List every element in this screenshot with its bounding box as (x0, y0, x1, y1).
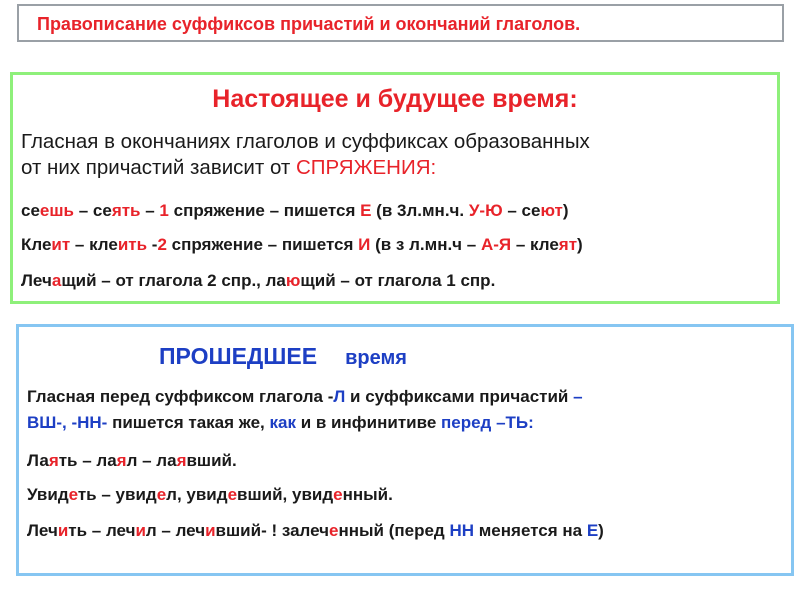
past-tense-box (16, 324, 794, 576)
ending: ять (111, 201, 141, 220)
seg: ) (577, 235, 583, 254)
vowel: е (227, 485, 238, 504)
past-rule-line-1 (27, 387, 583, 407)
rule-line-2 (21, 235, 583, 255)
vowel: я (48, 451, 59, 470)
present-heading: Настоящее и будущее время: (212, 85, 578, 113)
seg: ть – леч (68, 521, 136, 540)
ending: ить (117, 235, 148, 254)
seg: Леч (21, 271, 52, 290)
intro-text: от них причастий зависит от (21, 156, 296, 179)
dash: – (573, 387, 583, 406)
seg: л – леч (145, 521, 206, 540)
seg: л – ла (126, 451, 177, 470)
vowel: и (205, 521, 216, 540)
vowel-pair: У-Ю (468, 201, 503, 220)
seg: ) (598, 521, 604, 540)
seg: Увид (27, 485, 69, 504)
seg: спряжение – пишется (166, 235, 359, 254)
seg: вший. (186, 451, 237, 470)
seg: Ла (27, 451, 49, 470)
ending: ют (540, 201, 563, 220)
seg: (в з л.мн.ч – (370, 235, 481, 254)
vowel-letter: И (358, 235, 371, 254)
past-heading (159, 343, 407, 370)
seg: щий – от глагола 2 спр., ла (61, 271, 286, 290)
vowel-letter: Е (360, 201, 372, 220)
conjugation-term: СПРЯЖЕНИЯ: (296, 156, 437, 179)
present-tense-box (10, 72, 780, 304)
seg: – (140, 201, 160, 220)
seg: меняется на (474, 521, 587, 540)
emphasis-word: как (269, 413, 296, 432)
vowel: я (176, 451, 187, 470)
rule-line-1 (21, 201, 569, 221)
vowel: и (135, 521, 146, 540)
seg: - (147, 235, 158, 254)
nn-suffix: НН (449, 521, 474, 540)
intro-line-2 (21, 155, 590, 181)
seg: и суффиксами причастий (345, 387, 574, 406)
seg: Кле (21, 235, 52, 254)
vowel: е (329, 521, 339, 540)
ending: ят (558, 235, 578, 254)
suffixes: ВШ-, -НН- (27, 413, 108, 432)
seg: ть – ла (58, 451, 117, 470)
seg: Гласная перед суффиксом глагола - (27, 387, 334, 406)
past-rule-line-2 (27, 413, 534, 433)
seg: ть – увид (77, 485, 157, 504)
before-ty: перед –ТЬ: (441, 413, 534, 432)
page-title: Правописание суффиксов причастий и окончаний глаголов. (37, 14, 581, 34)
conjugation-number: 2 (157, 235, 167, 254)
seg: – кле (70, 235, 118, 254)
present-intro (21, 129, 590, 181)
past-example-3 (27, 521, 604, 541)
vowel-pair: А-Я (480, 235, 512, 254)
seg: пишется такая же, (107, 413, 270, 432)
seg: ) (562, 201, 569, 220)
past-heading-sub: время (345, 347, 407, 369)
seg: Леч (27, 521, 58, 540)
vowel: е (156, 485, 167, 504)
vowel: я (116, 451, 127, 470)
ending: ешь (39, 201, 74, 220)
seg: се (21, 201, 40, 220)
seg: (в 3л.мн.ч. (371, 201, 469, 220)
past-heading-main: ПРОШЕДШЕЕ (159, 343, 318, 369)
intro-line-1: Гласная в окончаниях глаголов и суффиксах образованных (21, 130, 590, 153)
seg: вший, увид (237, 485, 334, 504)
seg: – се (502, 201, 541, 220)
suffix-vowel: а (51, 271, 62, 290)
seg: и в инфинитиве (295, 413, 441, 432)
seg: вший- ! залеч (215, 521, 329, 540)
seg: – се (74, 201, 112, 220)
seg: – кле (511, 235, 559, 254)
seg: нный. (342, 485, 393, 504)
suffix-vowel: ю (285, 271, 301, 290)
past-example-1 (27, 451, 237, 471)
seg: щий – от глагола 1 спр. (300, 271, 496, 290)
seg: спряжение – пишется (168, 201, 361, 220)
conjugation-number: 1 (159, 201, 169, 220)
vowel-e: Е (586, 521, 599, 540)
vowel: е (68, 485, 78, 504)
vowel: и (57, 521, 69, 540)
seg: нный (перед (338, 521, 450, 540)
rule-line-3 (21, 271, 495, 291)
title-box (17, 4, 784, 42)
seg: л, увид (166, 485, 228, 504)
suffix-l: Л (333, 387, 346, 406)
past-example-2 (27, 485, 393, 505)
ending: ит (51, 235, 71, 254)
vowel: е (333, 485, 343, 504)
